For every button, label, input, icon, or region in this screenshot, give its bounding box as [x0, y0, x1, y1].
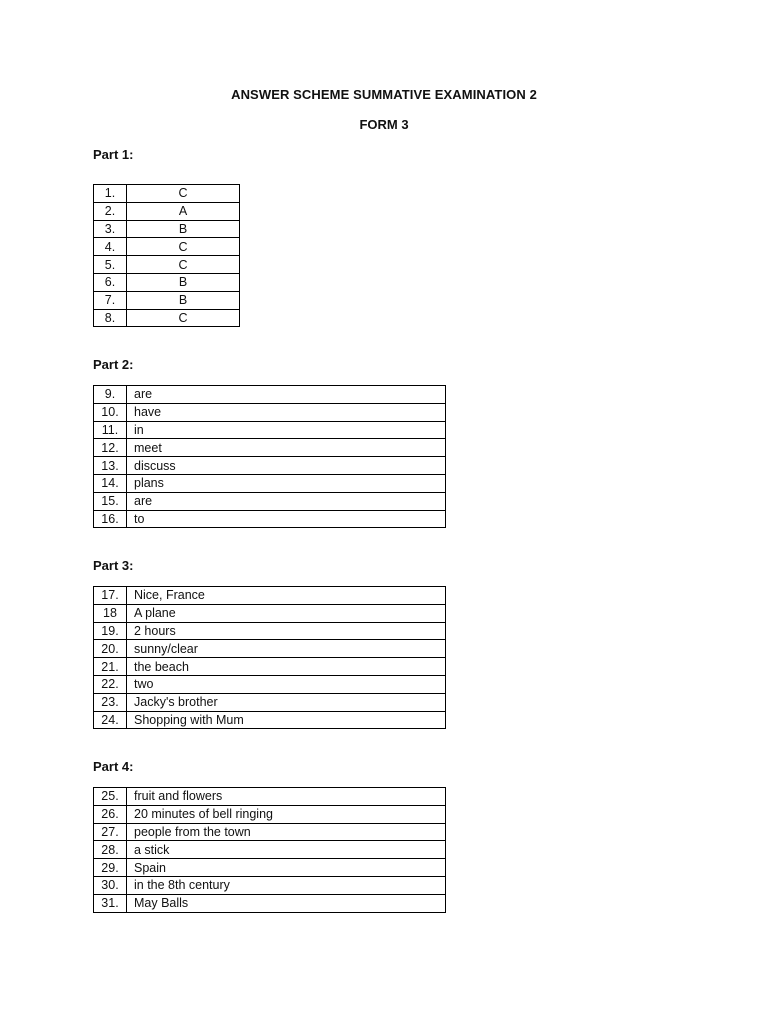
question-number: 14.	[94, 474, 127, 492]
part-1-heading: Part 1:	[93, 147, 134, 162]
question-number: 6.	[94, 273, 127, 291]
table-row	[94, 841, 446, 859]
table-row	[94, 457, 446, 475]
table-row	[94, 675, 446, 693]
table-row	[94, 587, 446, 605]
question-number: 31.	[94, 894, 127, 912]
table-row	[94, 202, 240, 220]
table-row	[94, 403, 446, 421]
table-row	[94, 421, 446, 439]
question-number: 9.	[94, 386, 127, 404]
question-number: 20.	[94, 640, 127, 658]
answer-cell: in the 8th century	[127, 876, 446, 894]
table-row	[94, 658, 446, 676]
table-row	[94, 185, 240, 203]
table-row	[94, 273, 240, 291]
answer-cell: sunny/clear	[127, 640, 446, 658]
question-number: 8.	[94, 309, 127, 327]
table-row	[94, 622, 446, 640]
table-row	[94, 693, 446, 711]
answer-cell: B	[127, 273, 240, 291]
answer-cell: C	[127, 238, 240, 256]
question-number: 28.	[94, 841, 127, 859]
answer-cell: fruit and flowers	[127, 788, 446, 806]
question-number: 4.	[94, 238, 127, 256]
table-row	[94, 386, 446, 404]
table-row	[94, 859, 446, 877]
question-number: 18	[94, 604, 127, 622]
answer-cell: B	[127, 291, 240, 309]
question-number: 26.	[94, 805, 127, 823]
answer-cell: Spain	[127, 859, 446, 877]
question-number: 7.	[94, 291, 127, 309]
answer-cell: B	[127, 220, 240, 238]
question-number: 5.	[94, 256, 127, 274]
question-number: 25.	[94, 788, 127, 806]
answer-cell: people from the town	[127, 823, 446, 841]
answer-cell: are	[127, 386, 446, 404]
table-row	[94, 220, 240, 238]
question-number: 11.	[94, 421, 127, 439]
question-number: 2.	[94, 202, 127, 220]
answer-cell: meet	[127, 439, 446, 457]
part-1-answer-table	[93, 184, 240, 327]
table-row	[94, 711, 446, 729]
table-row	[94, 894, 446, 912]
table-row	[94, 492, 446, 510]
question-number: 27.	[94, 823, 127, 841]
question-number: 15.	[94, 492, 127, 510]
question-number: 30.	[94, 876, 127, 894]
part-4-heading: Part 4:	[93, 759, 134, 774]
answer-cell: are	[127, 492, 446, 510]
table-row	[94, 309, 240, 327]
question-number: 12.	[94, 439, 127, 457]
table-row	[94, 291, 240, 309]
question-number: 10.	[94, 403, 127, 421]
table-row	[94, 439, 446, 457]
table-row	[94, 876, 446, 894]
page-title: ANSWER SCHEME SUMMATIVE EXAMINATION 2	[231, 87, 537, 102]
answer-cell: 2 hours	[127, 622, 446, 640]
table-row	[94, 604, 446, 622]
question-number: 19.	[94, 622, 127, 640]
answer-cell: C	[127, 256, 240, 274]
question-number: 29.	[94, 859, 127, 877]
page-subtitle: FORM 3	[359, 117, 409, 132]
answer-cell: A	[127, 202, 240, 220]
table-row	[94, 474, 446, 492]
question-number: 16.	[94, 510, 127, 528]
part-2-answer-table	[93, 385, 446, 528]
question-number: 24.	[94, 711, 127, 729]
question-number: 17.	[94, 587, 127, 605]
answer-cell: two	[127, 675, 446, 693]
question-number: 21.	[94, 658, 127, 676]
table-row	[94, 238, 240, 256]
part-3-answer-table	[93, 586, 446, 729]
question-number: 1.	[94, 185, 127, 203]
table-row	[94, 510, 446, 528]
question-number: 23.	[94, 693, 127, 711]
question-number: 13.	[94, 457, 127, 475]
part-3-heading: Part 3:	[93, 558, 134, 573]
question-number: 22.	[94, 675, 127, 693]
table-row	[94, 788, 446, 806]
table-row	[94, 256, 240, 274]
part-4-answer-table	[93, 787, 446, 913]
answer-cell: have	[127, 403, 446, 421]
answer-cell: C	[127, 185, 240, 203]
answer-cell: discuss	[127, 457, 446, 475]
question-number: 3.	[94, 220, 127, 238]
answer-cell: May Balls	[127, 894, 446, 912]
answer-cell: Nice, France	[127, 587, 446, 605]
answer-cell: to	[127, 510, 446, 528]
answer-cell: in	[127, 421, 446, 439]
answer-cell: A plane	[127, 604, 446, 622]
answer-cell: Jacky's brother	[127, 693, 446, 711]
answer-cell: a stick	[127, 841, 446, 859]
table-row	[94, 805, 446, 823]
table-row	[94, 823, 446, 841]
table-row	[94, 640, 446, 658]
answer-cell: 20 minutes of bell ringing	[127, 805, 446, 823]
answer-cell: the beach	[127, 658, 446, 676]
answer-cell: C	[127, 309, 240, 327]
answer-cell: plans	[127, 474, 446, 492]
part-2-heading: Part 2:	[93, 357, 134, 372]
answer-cell: Shopping with Mum	[127, 711, 446, 729]
